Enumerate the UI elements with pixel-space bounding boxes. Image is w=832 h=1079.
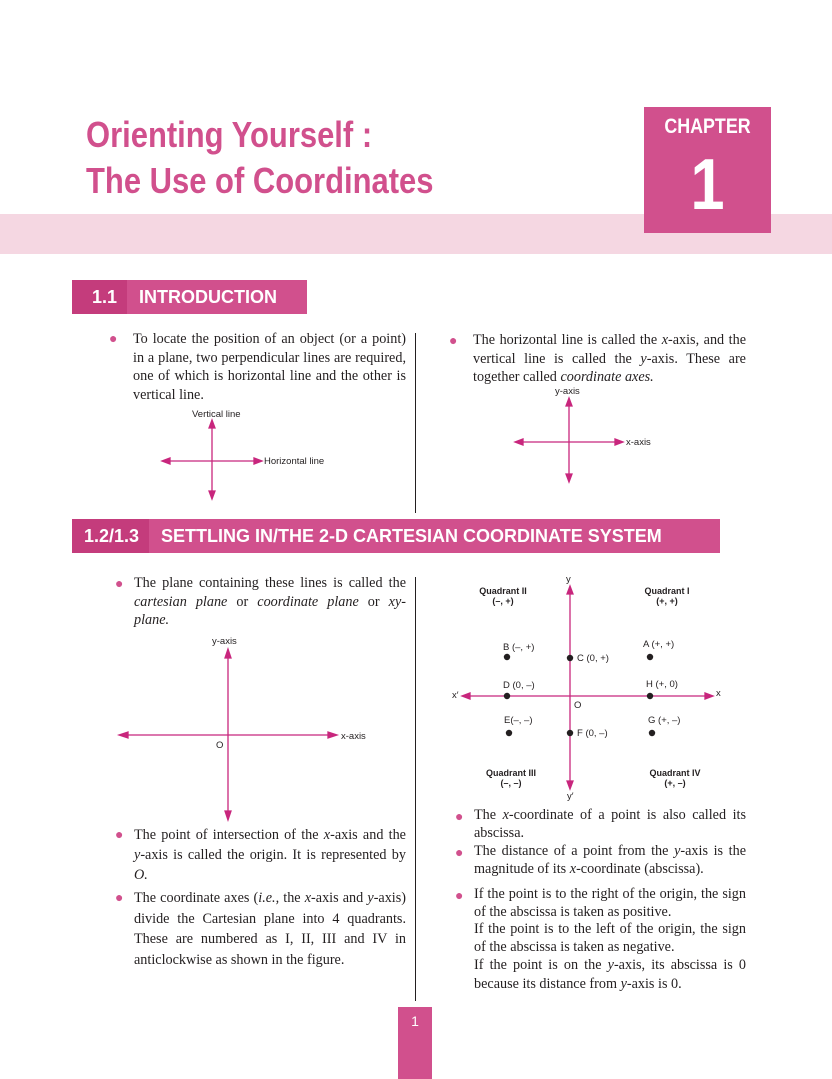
section-heading-1-1: [72, 280, 307, 314]
chapter-number: 1: [690, 145, 725, 225]
section-label: INTRODUCTION: [139, 286, 278, 307]
section-heading-1-2: [72, 519, 720, 553]
point-f-label: F (0, –): [577, 728, 608, 739]
chapter-word: CHAPTER: [664, 115, 751, 138]
quadrant-iii-label: Quadrant III (–, –): [485, 768, 536, 788]
section-label: SETTLING IN/THE 2-D CARTESIAN COORDINATE SYSTEM: [161, 525, 662, 546]
point-b-label: B (–, +): [503, 642, 535, 653]
cartesian-axes-figure: [110, 640, 350, 825]
quad-x-label: x: [716, 688, 721, 699]
vertical-line-label: Vertical line: [192, 409, 241, 420]
bullet-icon: ●: [455, 846, 464, 861]
column-divider: [415, 577, 416, 1001]
coordinate-axes-figure: [505, 390, 645, 490]
sign-rules-paragraph: If the point is to the right of the origin, the sign of the abscissa is taken as positive. If the point is to the left of the origin, the sign of the abscissa is taken as negative. If the point is on the y-axis, its abscissa is 0 because its distance from y-axis is 0.: [474, 886, 746, 992]
bullet-icon: ●: [109, 332, 118, 347]
section-number: 1.2/1.3: [72, 519, 149, 553]
y-axis-label: y-axis: [555, 386, 580, 397]
origin-paragraph: The point of intersection of the x-axis and the y-axis is called the origin. It is represented by O.: [134, 827, 406, 883]
page-number: 1: [411, 1013, 419, 1029]
quadrant-iv-label: Quadrant IV (+, –): [649, 768, 701, 788]
bullet-icon: ●: [115, 891, 124, 906]
point-c-label: C (0, +): [577, 653, 609, 664]
point-a-label: A (+, +): [643, 639, 675, 650]
abscissa-paragraph: The x-coordinate of a point is also called its abscissa.: [474, 807, 746, 841]
chapter-badge: [644, 107, 771, 233]
quadrant-ii-label: Quadrant II (–, +): [479, 586, 527, 606]
point-e-label: E(–, –): [504, 715, 533, 726]
x-axis-label: x-axis: [626, 437, 651, 448]
intro-paragraph-left: To locate the position of an object (or a point) in a plane, two perpendicular lines are required, one of which is horizontal line and the other is vertical line.: [133, 331, 406, 403]
point-g-label: G (+, –): [648, 715, 681, 726]
chapter-title-line1: Orienting Yourself :: [86, 114, 373, 155]
quadrants-paragraph: The coordinate axes (i.e., the x-axis and y-axis) divide the Cartesian plane into 4 quadrants. These are numbered as I, II, III and IV in anticlockwise as shown in the figure.: [134, 890, 406, 968]
quad-y-label: y: [566, 574, 571, 585]
chapter-title-line2: The Use of Coordinates: [86, 160, 434, 201]
y-axis-label: y-axis: [212, 636, 237, 647]
page-number-badge: [398, 1007, 432, 1079]
quad-x-prime-label: x′: [452, 690, 459, 701]
point-h-label: H (+, 0): [646, 679, 678, 690]
quad-origin-label: O: [574, 700, 582, 711]
bullet-icon: ●: [115, 828, 124, 843]
cartesian-plane-paragraph: The plane containing these lines is called the cartesian plane or coordinate plane or xy-plane.: [134, 575, 406, 628]
bullet-icon: ●: [115, 577, 124, 592]
x-axis-label: x-axis: [341, 731, 366, 742]
column-divider: [415, 333, 416, 513]
point-d-label: D (0, –): [503, 680, 535, 691]
distance-paragraph: The distance of a point from the y-axis is the magnitude of its x-coordinate (abscissa).: [474, 843, 747, 877]
intro-paragraph-right: The horizontal line is called the x-axis, and the vertical line is called the y-axis. These are together called coordinate axes.: [473, 332, 746, 385]
horizontal-line-label: Horizontal line: [264, 456, 325, 467]
origin-label: O: [216, 740, 224, 751]
quadrant-i-label: Quadrant I (+, +): [644, 586, 690, 606]
section-number: 1.1: [72, 280, 127, 314]
quad-y-prime-label: y′: [567, 791, 574, 802]
bullet-icon: ●: [455, 889, 464, 904]
bullet-icon: ●: [449, 334, 458, 349]
perpendicular-lines-figure: [150, 400, 350, 505]
bullet-icon: ●: [455, 810, 464, 825]
